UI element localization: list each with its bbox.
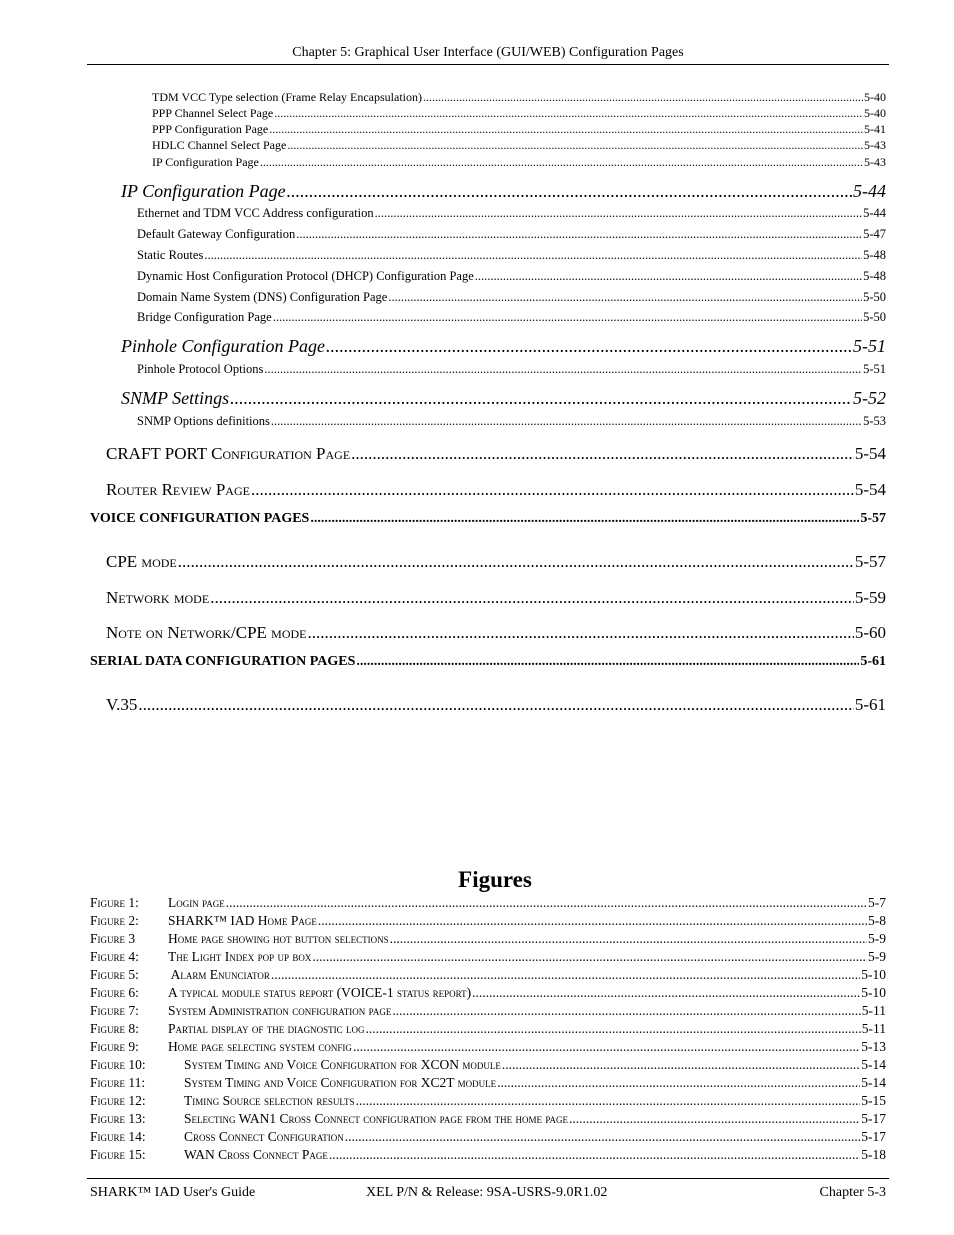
toc-entry[interactable]: CPE mode ..... 5-57 bbox=[106, 551, 886, 573]
toc-entry[interactable]: Note on Network/CPE mode ..... 5-60 bbox=[106, 622, 886, 644]
toc-entry[interactable]: Pinhole Configuration Page ..... 5-51 bbox=[121, 335, 886, 357]
figure-entry[interactable]: Figure 4: The Light Index pop up box ..... 5-9 bbox=[90, 948, 886, 966]
toc-entry[interactable]: Ethernet and TDM VCC Address configuration ..... 5-44 bbox=[137, 205, 886, 221]
figure-entry[interactable]: Figure 15: WAN Cross Connect Page ..... 5-18 bbox=[90, 1146, 886, 1164]
toc-entry[interactable]: V.35 ..... 5-61 bbox=[106, 694, 886, 716]
footer-release: XEL P/N & Release: 9SA-USRS-9.0R1.02 bbox=[366, 1185, 608, 1200]
toc-section[interactable]: VOICE CONFIGURATION PAGES ..... 5-57 bbox=[90, 510, 886, 528]
toc-entry[interactable]: SNMP Settings ..... 5-52 bbox=[121, 387, 886, 409]
figure-entry[interactable]: Figure 5: Alarm Enunciator ..... 5-10 bbox=[90, 966, 886, 984]
figure-entry[interactable]: Figure 10: System Timing and Voice Configuration for XCON module ..... 5-14 bbox=[90, 1056, 886, 1074]
figure-entry[interactable]: Figure 13: Selecting WAN1 Cross Connect configuration page from the home page ..... 5-17 bbox=[90, 1110, 886, 1128]
figure-entry[interactable]: Figure 12: Timing Source selection results ..... 5-15 bbox=[90, 1092, 886, 1110]
toc-entry[interactable]: IP Configuration Page ..... 5-44 bbox=[121, 180, 886, 202]
toc-entry[interactable]: Domain Name System (DNS) Configuration Page ..... 5-50 bbox=[137, 289, 886, 305]
toc-entry[interactable]: Dynamic Host Configuration Protocol (DHCP) Configuration Page ..... 5-48 bbox=[137, 268, 886, 284]
figure-entry[interactable]: Figure 1: Login page ..... 5-7 bbox=[90, 894, 886, 912]
toc-entry[interactable]: IP Configuration Page ..... 5-43 bbox=[152, 154, 886, 170]
toc-entry[interactable]: Router Review Page ..... 5-54 bbox=[106, 479, 886, 501]
toc-entry[interactable]: SNMP Options definitions ..... 5-53 bbox=[137, 413, 886, 429]
footer-rule bbox=[87, 1178, 889, 1179]
figures-heading: Figures bbox=[458, 867, 532, 892]
figure-entry[interactable]: Figure 8: Partial display of the diagnostic log ..... 5-11 bbox=[90, 1020, 886, 1038]
toc-entry[interactable]: Static Routes ..... 5-48 bbox=[137, 247, 886, 263]
toc-entry[interactable]: PPP Configuration Page ..... 5-41 bbox=[152, 121, 886, 137]
figure-entry[interactable]: Figure 9: Home page selecting system config ..... 5-13 bbox=[90, 1038, 886, 1056]
footer-page-number: Chapter 5-3 bbox=[819, 1185, 886, 1200]
toc-entry[interactable]: PPP Channel Select Page ..... 5-40 bbox=[152, 105, 886, 121]
figure-entry[interactable]: Figure 6: A typical module status report (VOICE-1 status report) ..... 5-10 bbox=[90, 984, 886, 1002]
figure-entry[interactable]: Figure 11: System Timing and Voice Configuration for XC2T module ..... 5-14 bbox=[90, 1074, 886, 1092]
figure-entry[interactable]: Figure 7: System Administration configuration page ..... 5-11 bbox=[90, 1002, 886, 1020]
figure-entry[interactable]: Figure 14: Cross Connect Configuration ..... 5-17 bbox=[90, 1128, 886, 1146]
toc-entry[interactable]: Bridge Configuration Page ..... 5-50 bbox=[137, 309, 886, 325]
figure-entry[interactable]: Figure 2: SHARK™ IAD Home Page ..... 5-8 bbox=[90, 912, 886, 930]
toc-entry[interactable]: TDM VCC Type selection (Frame Relay Encapsulation) ..... 5-40 bbox=[152, 89, 886, 105]
toc-entry[interactable]: Default Gateway Configuration ..... 5-47 bbox=[137, 226, 886, 242]
page-header: Chapter 5: Graphical User Interface (GUI/WEB) Configuration Pages bbox=[292, 45, 684, 60]
toc-entry[interactable]: Network mode ..... 5-59 bbox=[106, 587, 886, 609]
toc-entry[interactable]: HDLC Channel Select Page ..... 5-43 bbox=[152, 137, 886, 153]
footer-guide-title: SHARK™ IAD User's Guide bbox=[90, 1185, 256, 1200]
figure-entry[interactable]: Figure 3 Home page showing hot button selections ..... 5-9 bbox=[90, 930, 886, 948]
toc-entry[interactable]: CRAFT PORT Configuration Page ..... 5-54 bbox=[106, 443, 886, 465]
toc-section[interactable]: SERIAL DATA CONFIGURATION PAGES ..... 5-61 bbox=[90, 653, 886, 671]
toc-entry[interactable]: Pinhole Protocol Options ..... 5-51 bbox=[137, 361, 886, 377]
